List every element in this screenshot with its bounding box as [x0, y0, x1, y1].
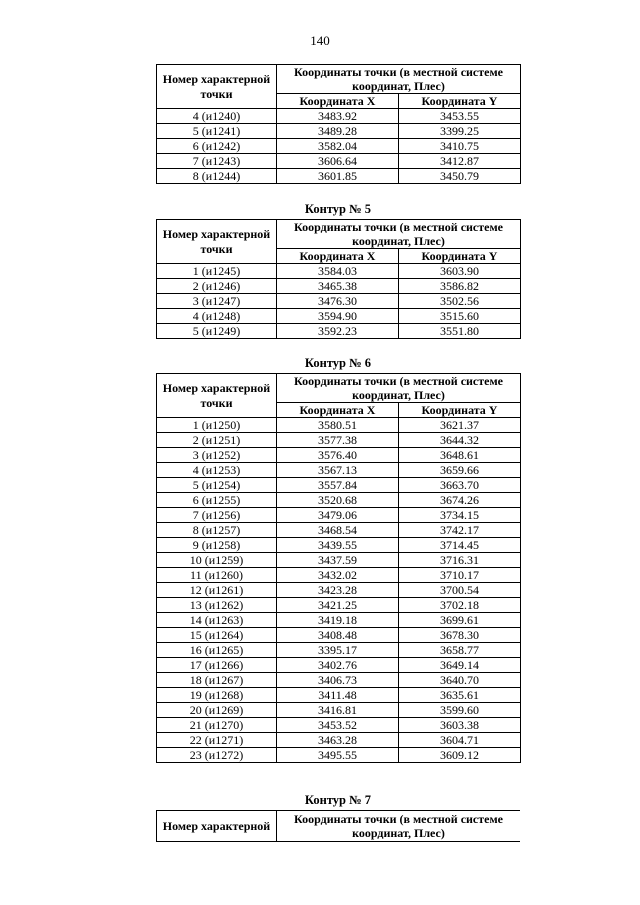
coordinates-table [156, 219, 521, 339]
point-number-cell: 7 (и1243) [157, 154, 277, 169]
header-coord-x: Координата X [277, 94, 399, 109]
coord-y-cell: 3702.18 [399, 598, 521, 613]
header-coord-x: Координата X [277, 249, 399, 264]
contour-6-title: Контур № 6 [304, 356, 372, 370]
coord-x-cell: 3606.64 [277, 154, 399, 169]
table-row [157, 688, 521, 703]
coord-y-cell: 3551.80 [399, 324, 521, 339]
coord-x-cell: 3495.55 [277, 748, 399, 763]
point-number-cell: 1 (и1250) [157, 418, 277, 433]
coord-x-cell: 3465.38 [277, 279, 399, 294]
coordinates-table [156, 64, 521, 184]
point-number-cell: 13 (и1262) [157, 598, 277, 613]
point-number-cell: 6 (и1242) [157, 139, 277, 154]
header-coord-y: Координата Y [399, 403, 521, 418]
table-row [157, 703, 521, 718]
table-row [157, 613, 521, 628]
coord-y-cell: 3410.75 [399, 139, 521, 154]
coord-x-cell: 3580.51 [277, 418, 399, 433]
coord-x-cell: 3479.06 [277, 508, 399, 523]
coord-y-cell: 3710.17 [399, 568, 521, 583]
coord-x-cell: 3576.40 [277, 448, 399, 463]
point-number-cell: 14 (и1263) [157, 613, 277, 628]
coord-y-cell: 3648.61 [399, 448, 521, 463]
table-row [157, 718, 521, 733]
header-coordinates: Координаты точки (в местной системе координат, Плес) [277, 65, 521, 94]
coord-x-cell: 3476.30 [277, 294, 399, 309]
table-row [157, 324, 521, 339]
coord-x-cell: 3453.52 [277, 718, 399, 733]
coord-x-cell: 3577.38 [277, 433, 399, 448]
coord-y-cell: 3659.66 [399, 463, 521, 478]
coordinates-table [156, 373, 521, 763]
coord-y-cell: 3399.25 [399, 124, 521, 139]
coord-x-cell: 3421.25 [277, 598, 399, 613]
point-number-cell: 6 (и1255) [157, 493, 277, 508]
point-number-cell: 4 (и1240) [157, 109, 277, 124]
coordinates-table-continued [156, 64, 520, 184]
point-number-cell: 19 (и1268) [157, 688, 277, 703]
coord-y-cell: 3603.90 [399, 264, 521, 279]
table-row [157, 109, 521, 124]
point-number-cell: 1 (и1245) [157, 264, 277, 279]
table-row [157, 264, 521, 279]
header-point-number: Номер характерной точки [157, 65, 277, 109]
header-point-number: Номер характерной точки [157, 374, 277, 418]
point-number-cell: 2 (и1251) [157, 433, 277, 448]
point-number-cell: 3 (и1252) [157, 448, 277, 463]
point-number-cell: 4 (и1248) [157, 309, 277, 324]
point-number-cell: 18 (и1267) [157, 673, 277, 688]
contour-6-table-block [156, 373, 520, 763]
table-row [157, 508, 521, 523]
coord-x-cell: 3437.59 [277, 553, 399, 568]
coord-y-cell: 3640.70 [399, 673, 521, 688]
point-number-cell: 10 (и1259) [157, 553, 277, 568]
coord-y-cell: 3663.70 [399, 478, 521, 493]
table-row [157, 733, 521, 748]
coord-y-cell: 3635.61 [399, 688, 521, 703]
point-number-cell: 4 (и1253) [157, 463, 277, 478]
coord-y-cell: 3609.12 [399, 748, 521, 763]
coord-y-cell: 3453.55 [399, 109, 521, 124]
point-number-cell: 8 (и1257) [157, 523, 277, 538]
coord-x-cell: 3567.13 [277, 463, 399, 478]
coord-y-cell: 3621.37 [399, 418, 521, 433]
header-coordinates: Координаты точки (в местной системе координат, Плес) [277, 220, 521, 249]
coord-x-cell: 3463.28 [277, 733, 399, 748]
table-row [157, 309, 521, 324]
coord-y-cell: 3586.82 [399, 279, 521, 294]
table-row [157, 598, 521, 613]
coord-y-cell: 3742.17 [399, 523, 521, 538]
point-number-cell: 7 (и1256) [157, 508, 277, 523]
table-row [157, 493, 521, 508]
point-number-cell: 2 (и1246) [157, 279, 277, 294]
coord-x-cell: 3468.54 [277, 523, 399, 538]
point-number-cell: 22 (и1271) [157, 733, 277, 748]
header-coordinates: Координаты точки (в местной системе координат, Плес) [277, 374, 521, 403]
coord-y-cell: 3699.61 [399, 613, 521, 628]
point-number-cell: 16 (и1265) [157, 643, 277, 658]
coord-x-cell: 3584.03 [277, 264, 399, 279]
header-point-number: Номер характерной [157, 811, 277, 842]
coord-y-cell: 3450.79 [399, 169, 521, 184]
coord-x-cell: 3402.76 [277, 658, 399, 673]
table-row [157, 628, 521, 643]
coord-y-cell: 3678.30 [399, 628, 521, 643]
point-number-cell: 20 (и1269) [157, 703, 277, 718]
coordinates-table [156, 810, 520, 842]
coord-x-cell: 3592.23 [277, 324, 399, 339]
point-number-cell: 5 (и1249) [157, 324, 277, 339]
point-number-cell: 5 (и1254) [157, 478, 277, 493]
point-number-cell: 15 (и1264) [157, 628, 277, 643]
table-row [157, 154, 521, 169]
coord-y-cell: 3644.32 [399, 433, 521, 448]
point-number-cell: 11 (и1260) [157, 568, 277, 583]
table-row [157, 673, 521, 688]
coord-x-cell: 3489.28 [277, 124, 399, 139]
table-row [157, 279, 521, 294]
coord-x-cell: 3411.48 [277, 688, 399, 703]
table-row [157, 643, 521, 658]
table-row [157, 463, 521, 478]
table-row [157, 478, 521, 493]
point-number-cell: 17 (и1266) [157, 658, 277, 673]
coord-y-cell: 3700.54 [399, 583, 521, 598]
coord-x-cell: 3582.04 [277, 139, 399, 154]
coord-x-cell: 3601.85 [277, 169, 399, 184]
point-number-cell: 8 (и1244) [157, 169, 277, 184]
point-number-cell: 23 (и1272) [157, 748, 277, 763]
coord-y-cell: 3604.71 [399, 733, 521, 748]
coord-y-cell: 3658.77 [399, 643, 521, 658]
table-row [157, 538, 521, 553]
coord-y-cell: 3412.87 [399, 154, 521, 169]
point-number-cell: 12 (и1261) [157, 583, 277, 598]
coord-y-cell: 3502.56 [399, 294, 521, 309]
table-row [157, 169, 521, 184]
table-row [157, 124, 521, 139]
coord-y-cell: 3599.60 [399, 703, 521, 718]
contour-5-table-block [156, 219, 520, 339]
table-row [157, 139, 521, 154]
point-number-cell: 21 (и1270) [157, 718, 277, 733]
table-row [157, 568, 521, 583]
contour-7-title: Контур № 7 [304, 793, 372, 807]
coord-x-cell: 3520.68 [277, 493, 399, 508]
contour-7-table-block [156, 810, 520, 842]
coord-x-cell: 3416.81 [277, 703, 399, 718]
coord-y-cell: 3714.45 [399, 538, 521, 553]
coord-y-cell: 3716.31 [399, 553, 521, 568]
coord-x-cell: 3406.73 [277, 673, 399, 688]
contour-5-title: Контур № 5 [304, 202, 372, 216]
coord-x-cell: 3408.48 [277, 628, 399, 643]
coord-x-cell: 3432.02 [277, 568, 399, 583]
coord-x-cell: 3423.28 [277, 583, 399, 598]
table-row [157, 658, 521, 673]
coord-y-cell: 3515.60 [399, 309, 521, 324]
table-row [157, 294, 521, 309]
header-coordinates: Координаты точки (в местной системе координат, Плес) [277, 811, 521, 842]
table-row [157, 583, 521, 598]
coord-y-cell: 3649.14 [399, 658, 521, 673]
point-number-cell: 3 (и1247) [157, 294, 277, 309]
header-coord-y: Координата Y [399, 249, 521, 264]
coord-y-cell: 3674.26 [399, 493, 521, 508]
table-row [157, 448, 521, 463]
point-number-cell: 9 (и1258) [157, 538, 277, 553]
table-row [157, 523, 521, 538]
header-coord-y: Координата Y [399, 94, 521, 109]
coord-y-cell: 3603.38 [399, 718, 521, 733]
header-coord-x: Координата X [277, 403, 399, 418]
coord-x-cell: 3395.17 [277, 643, 399, 658]
point-number-cell: 5 (и1241) [157, 124, 277, 139]
coord-x-cell: 3557.84 [277, 478, 399, 493]
coord-x-cell: 3483.92 [277, 109, 399, 124]
header-point-number: Номер характерной точки [157, 220, 277, 264]
coord-x-cell: 3594.90 [277, 309, 399, 324]
page-number: 140 [310, 33, 330, 48]
table-row [157, 433, 521, 448]
coord-x-cell: 3419.18 [277, 613, 399, 628]
table-row [157, 748, 521, 763]
table-row [157, 553, 521, 568]
coord-y-cell: 3734.15 [399, 508, 521, 523]
coord-x-cell: 3439.55 [277, 538, 399, 553]
table-row [157, 418, 521, 433]
